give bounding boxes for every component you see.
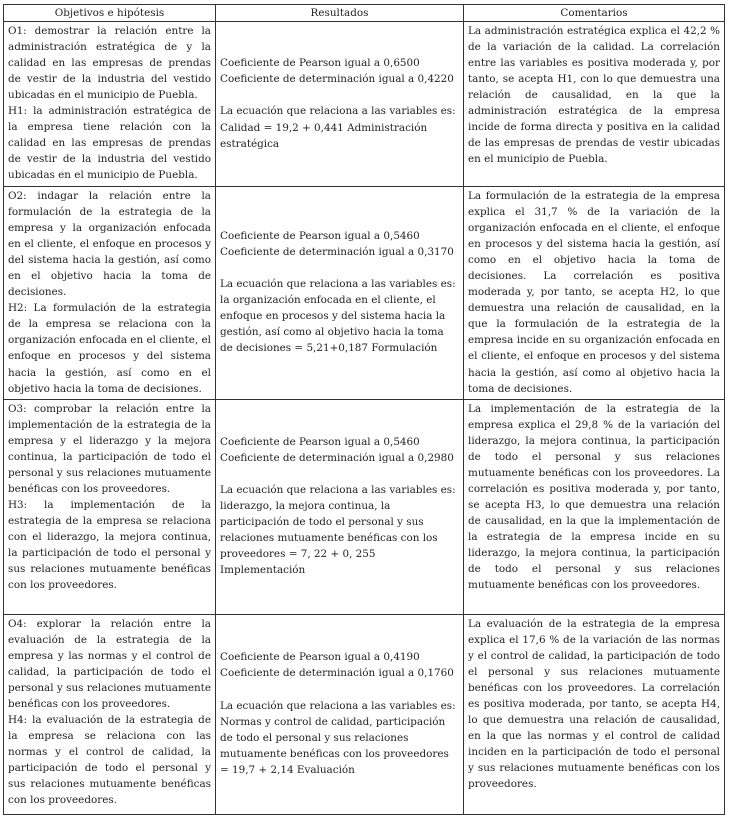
equation-text: La ecuación que relaciona a las variables es: Normas y control de calidad, participación de todo el personal y sus relaciones mutuamente benéficas con los proveedores = 19,7 + 2,14 Evaluación: [220, 699, 456, 776]
objective-text: O4: explorar la relación entre la evaluación de la estrategia de la empresa y las normas y el control de calidad, la participación de todo el personal y sus relaciones mutuamente benéficas con los proveedores.: [8, 617, 211, 710]
table-header-row: [4, 5, 725, 22]
determination-text: Coeficiente de determinación igual a 0,4220: [220, 73, 454, 86]
table-row: [4, 399, 725, 614]
objective-text: O3: comprobar la relación entre la implementación de la estrategia de la empresa y el liderazgo y la mejora continua, la participación de todo el personal y sus relaciones mutuamente benéficas con los proveedores.: [8, 402, 211, 495]
table-row: [4, 614, 725, 814]
determination-text: Coeficiente de determinación igual a 0,2980: [220, 451, 454, 464]
results-table: [3, 4, 725, 815]
determination-text: Coeficiente de determinación igual a 0,3170: [220, 246, 454, 259]
header-comments: Comentarios: [464, 5, 725, 22]
pearson-text: Coeficiente de Pearson igual a 0,5460: [220, 435, 420, 448]
comment-text: La formulación de la estrategia de la empresa explica el 31,7 % de la variación de la organización enfocada en el cliente, el enfoque en procesos y del sistema hacia la gestión, así como en el objetivo hacia la toma de decisiones. La correlación es positiva moderada y, por tanto, se acepta H2, lo que demuestra una relación de causalidad, en la que la formulación de la estrategia de la empresa incide en su organización enfocada en el cliente, el enfoque en procesos y del sistema hacia la gestión, así como al objetivo hacia la toma de decisiones.: [468, 190, 720, 395]
determination-text: Coeficiente de determinación igual a 0,1760: [220, 667, 454, 680]
equation-text: La ecuación que relaciona a las variables es: la organización enfocada en el cliente, el enfoque en procesos y del sistema hacia la gestión, así como al objetivo hacia la toma de decisiones = 5,21+0,187 Formulación: [220, 278, 456, 355]
document-page: [3, 4, 724, 815]
header-results: Resultados: [216, 5, 464, 22]
results-cell: [216, 399, 464, 614]
pearson-text: Coeficiente de Pearson igual a 0,4190: [220, 651, 420, 664]
objective-text: O1: demostrar la relación entre la administración estratégica de y la calidad en las empresas de prendas de vestir de la industria del vestido ubicadas en el municipio de Puebla.: [8, 25, 211, 102]
comments-cell: [464, 22, 725, 187]
header-objectives: Objetivos e hipótesis: [4, 5, 216, 22]
hypothesis-text: H3: la implementación de la estrategia de la empresa se relaciona con el liderazgo, la mejora continua, la participación de todo el personal y sus relaciones mutuamente benéficas con los proveedores.: [8, 498, 211, 592]
results-cell: [216, 614, 464, 814]
comments-cell: [464, 614, 725, 814]
equation-text: La ecuación que relaciona a las variables es: Calidad = 19,2 + 0,441 Administración estratégica: [220, 105, 456, 150]
equation-text: La ecuación que relaciona a las variables es: liderazgo, la mejora continua, la participación de todo el personal y sus relaciones mutuamente benéficas con los proveedores = 7, 22 + 0, 255 Implementación: [220, 484, 456, 577]
results-cell: [216, 187, 464, 400]
objectives-cell: [4, 399, 216, 614]
objectives-cell: [4, 22, 216, 187]
table-row: [4, 22, 725, 187]
objective-text: O2: indagar la relación entre la formulación de la estrategia de la empresa y la organización enfocada en el cliente, el enfoque en procesos y del sistema hacia la gestión, así como en el objetivo hacia la toma de decisiones.: [8, 190, 211, 299]
comments-cell: [464, 187, 725, 400]
hypothesis-text: H4: la evaluación de la estrategia de la empresa se relaciona con las normas y el control de calidad, la participación de todo el personal y sus relaciones mutuamente benéficas con los proveedores.: [8, 713, 211, 807]
results-cell: [216, 22, 464, 187]
comments-cell: [464, 399, 725, 614]
pearson-text: Coeficiente de Pearson igual a 0,5460: [220, 230, 420, 243]
hypothesis-text: H1: la administración estratégica de la empresa tiene relación con la calidad en las empresas de prendas de vestir de la industria del vestido ubicadas en el municipio de Puebla.: [8, 105, 211, 182]
comment-text: La administración estratégica explica el 42,2 % de la variación de la calidad. La correlación entre las variables es positiva moderada y, por tanto, se acepta H1, con lo que demuestra una relación de causalidad, en la que la administración estratégica de la empresa incide de forma directa y positiva en la calidad de las empresas de prendas de vestir ubicadas en el municipio de Puebla.: [468, 25, 720, 166]
objectives-cell: [4, 187, 216, 400]
comment-text: La evaluación de la estrategia de la empresa explica el 17,6 % de la variación de las normas y el control de calidad, la participación de todo el personal y sus relaciones mutuamente benéficas con los proveedores. La correlación es positiva moderada, por tanto, se acepta H4, lo que demuestra una relación de causalidad, en la que las normas y el control de calidad inciden en la participación de todo el personal y sus relaciones mutuamente benéficas con los proveedores.: [468, 617, 720, 791]
objectives-cell: [4, 614, 216, 814]
pearson-text: Coeficiente de Pearson igual a 0,6500: [220, 57, 420, 70]
comment-text: La implementación de la estrategia de la empresa explica el 29,8 % de la variación del liderazgo, la mejora continua, la participación de todo el personal y sus relaciones mutuamente benéficas con los proveedores. La correlación es positiva moderada y, por tanto, se acepta H3, lo que demuestra una relación de causalidad, en la que la implementación de la estrategia de la empresa incide en su liderazgo, la mejora continua, la participación de todo el personal y sus relaciones mutuamente benéficas con los proveedores.: [468, 402, 720, 592]
table-row: [4, 187, 725, 400]
hypothesis-text: H2: La formulación de la estrategia de la empresa se relaciona con la organización enfocada en el cliente, el enfoque en procesos y del sistema hacia la gestión, así como en el objetivo hacia la toma de decisiones.: [8, 302, 211, 395]
